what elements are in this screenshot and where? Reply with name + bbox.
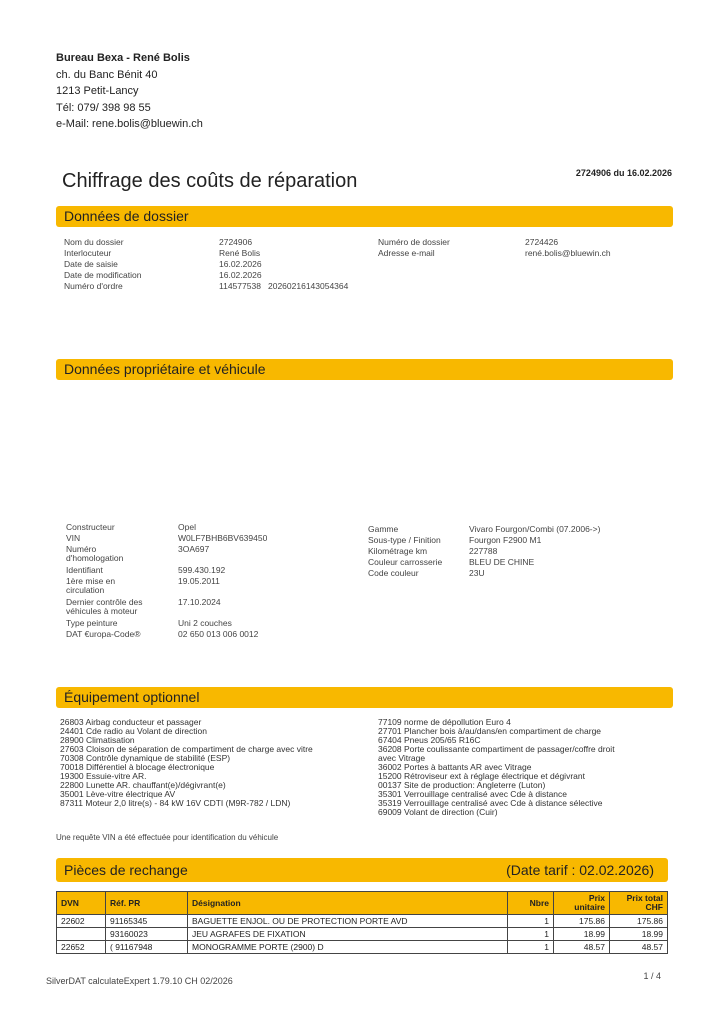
field-row (66, 630, 267, 641)
cell-unit-price: 48.57 (554, 941, 610, 954)
field-label: Numéro d'ordre (64, 281, 123, 291)
cell-ref: 91165345 (106, 915, 188, 928)
field-label: Interlocuteur (64, 248, 112, 258)
equipment-item: 26803 Airbag conducteur et passager (60, 717, 202, 727)
table-row (57, 915, 668, 928)
column-header-unit-price: Prix unitaire (554, 892, 610, 915)
field-value: 16.02.2026 (219, 270, 262, 280)
column-header-dvn: DVN (57, 892, 106, 915)
cell-designation: JEU AGRAFES DE FIXATION (188, 928, 508, 941)
cell-ref: 93160023 (106, 928, 188, 941)
table-row (57, 928, 668, 941)
field-value: BLEU DE CHINE (469, 557, 535, 567)
sender-street: ch. du Banc Bénit 40 (56, 68, 158, 81)
field-row (64, 270, 348, 281)
cell-ref: ( 91167948 (106, 941, 188, 954)
field-label: VIN (66, 533, 81, 543)
footer-software: SilverDAT calculateExpert 1.79.10 CH 02/2026 (46, 976, 233, 986)
field-row (368, 568, 600, 579)
equipment-item: 27701 Plancher bois à/au/dans/en compartiment de charge (378, 726, 602, 736)
field-row (368, 557, 600, 568)
field-row (64, 281, 348, 292)
field-label: Sous-type / Finition (368, 535, 441, 545)
table-row (57, 941, 668, 954)
field-row (66, 534, 267, 545)
equipment-item: 36002 Portes à battants AR avec Vitrage (378, 762, 532, 772)
field-label: Numéro d'homologation (66, 544, 124, 563)
parts-table-header (57, 892, 668, 915)
equipment-item: 15200 Rétroviseur ext à réglage électrique et dégivrant (378, 771, 585, 781)
field-value: Fourgon F2900 M1 (469, 535, 542, 545)
field-label: Kilométrage km (368, 546, 428, 556)
equipment-item: 35001 Lève-vitre électrique AV (60, 789, 176, 799)
equipment-item: avec Vitrage (378, 753, 426, 763)
column-header-designation: Désignation (188, 892, 508, 915)
equipment-item: 22800 Lunette AR. chauffant(e)/dégivrant(e) (60, 780, 226, 790)
parts-tariff-date: (Date tarif : 02.02.2026) (506, 862, 654, 878)
dossier-section-header (56, 206, 673, 227)
field-value: rené.bolis@bluewin.ch (525, 248, 611, 258)
sender-phone: Tél: 079/ 398 98 55 (56, 101, 151, 114)
field-label: Adresse e-mail (378, 248, 435, 258)
page-number: 1 / 4 (643, 971, 661, 981)
field-row (368, 524, 600, 535)
field-label: 1ère mise en circulation (66, 576, 116, 595)
dossier-right-fields (378, 237, 611, 259)
equipment-item: 27603 Cloison de séparation de compartiment de charge avec vitre (60, 744, 313, 754)
equipment-item: 70018 Différentiel à blocage électronique (60, 762, 215, 772)
cell-qty: 1 (508, 928, 554, 941)
field-label: Identifiant (66, 565, 103, 575)
cell-qty: 1 (508, 941, 554, 954)
equipment-item: 35319 Verrouillage centralisé avec Cde à distance sélective (378, 798, 603, 808)
equipment-item: 00137 Site de production: Angleterre (Luton) (378, 780, 546, 790)
field-value: 114577538 20260216143054364 (219, 281, 349, 291)
field-row (64, 237, 348, 248)
field-label: Date de modification (64, 270, 142, 280)
field-row (368, 546, 600, 557)
parts-table (56, 891, 668, 954)
field-value: 3OA697 (178, 544, 210, 554)
vehicle-section-header (56, 359, 673, 380)
equipment-item: 67404 Pneus 205/65 R16C (378, 735, 481, 745)
column-header-ref: Réf. PR (106, 892, 188, 915)
cell-dvn: 22602 (57, 915, 106, 928)
cell-total-price: 18.99 (610, 928, 668, 941)
cell-dvn (57, 928, 106, 941)
field-value: 23U (469, 568, 485, 578)
equipment-item: 19300 Essuie-vitre AR. (60, 771, 147, 781)
sender-address (56, 50, 203, 133)
cell-dvn: 22652 (57, 941, 106, 954)
cell-designation: MONOGRAMME PORTE (2900) D (188, 941, 508, 954)
field-value: 02 650 013 006 0012 (178, 629, 259, 639)
equipment-item: 28900 Climatisation (60, 735, 135, 745)
field-row (66, 545, 267, 566)
equipment-item: 77109 norme de dépollution Euro 4 (378, 717, 511, 727)
equipment-item: 87311 Moteur 2,0 litre(s) - 84 kW 16V CDTI (M9R-782 / LDN) (60, 798, 291, 808)
parts-heading: Pièces de rechange (64, 862, 188, 878)
field-value: 2724426 (525, 237, 559, 247)
equipment-item: 35301 Verrouillage centralisé avec Cde à distance (378, 789, 568, 799)
field-label: Dernier contrôle des véhicules à moteur (66, 597, 143, 616)
equipment-item: 70308 Contrôle dynamique de stabilité (ESP) (60, 753, 231, 763)
field-row (378, 248, 611, 259)
field-label: Type peinture (66, 618, 118, 628)
dossier-left-fields (64, 237, 348, 292)
equipment-item: 36208 Porte coulissante compartiment de passager/coffre droit (378, 744, 615, 754)
field-label: Numéro de dossier (378, 237, 450, 247)
vin-request-note: Une requête VIN a été effectuée pour identification du véhicule (56, 833, 279, 842)
equipment-section-header (56, 687, 673, 708)
cell-unit-price: 18.99 (554, 928, 610, 941)
field-value: 19.05.2011 (178, 576, 220, 586)
field-label: Code couleur (368, 568, 419, 578)
vehicle-heading: Données propriétaire et véhicule (64, 361, 266, 377)
field-label: Constructeur (66, 522, 115, 532)
field-label: DAT €uropa-Code® (66, 629, 141, 639)
equipment-item: 69009 Volant de direction (Cuir) (378, 807, 498, 817)
equipment-list-left (60, 718, 313, 808)
field-value: René Bolis (219, 248, 261, 258)
document-reference: 2724906 du 16.02.2026 (575, 168, 672, 178)
field-label: Couleur carrosserie (368, 557, 443, 567)
cell-total-price: 48.57 (610, 941, 668, 954)
column-header-qty: Nbre (508, 892, 554, 915)
field-row (64, 248, 348, 259)
cell-designation: BAGUETTE ENJOL. OU DE PROTECTION PORTE AVD (188, 915, 508, 928)
dossier-heading: Données de dossier (64, 208, 189, 224)
field-row (64, 259, 348, 270)
cell-unit-price: 175.86 (554, 915, 610, 928)
field-value: W0LF7BHB6BV639450 (178, 533, 268, 543)
equipment-heading: Équipement optionnel (64, 689, 200, 705)
cell-qty: 1 (508, 915, 554, 928)
field-row (66, 577, 267, 598)
field-row (368, 535, 600, 546)
field-label: Nom du dossier (64, 237, 124, 247)
equipment-list-right (378, 718, 615, 817)
field-value: Uni 2 couches (178, 618, 232, 628)
field-value: Vivaro Fourgon/Combi (07.2006->) (469, 524, 601, 534)
field-value: 16.02.2026 (219, 259, 262, 269)
document-title: Chiffrage des coûts de réparation (62, 170, 358, 192)
field-label: Date de saisie (64, 259, 118, 269)
field-value: 599.430.192 (178, 565, 226, 575)
sender-name: Bureau Bexa - René Bolis (56, 52, 190, 64)
field-label: Gamme (368, 524, 399, 534)
parts-section-header (56, 858, 668, 882)
vehicle-left-fields (66, 523, 267, 641)
field-value: 2724906 (219, 237, 253, 247)
column-header-total-price: Prix total CHF (610, 892, 668, 915)
sender-city: 1213 Petit-Lancy (56, 85, 139, 97)
cell-total-price: 175.86 (610, 915, 668, 928)
sender-email: e-Mail: rene.bolis@bluewin.ch (56, 118, 203, 130)
field-row (378, 237, 611, 248)
equipment-item: 24401 Cde radio au Volant de direction (60, 726, 207, 736)
field-value: 227788 (469, 546, 498, 556)
field-value: 17.10.2024 (178, 597, 221, 607)
vehicle-right-fields (368, 524, 600, 579)
field-value: Opel (178, 522, 196, 532)
field-row (66, 598, 267, 619)
